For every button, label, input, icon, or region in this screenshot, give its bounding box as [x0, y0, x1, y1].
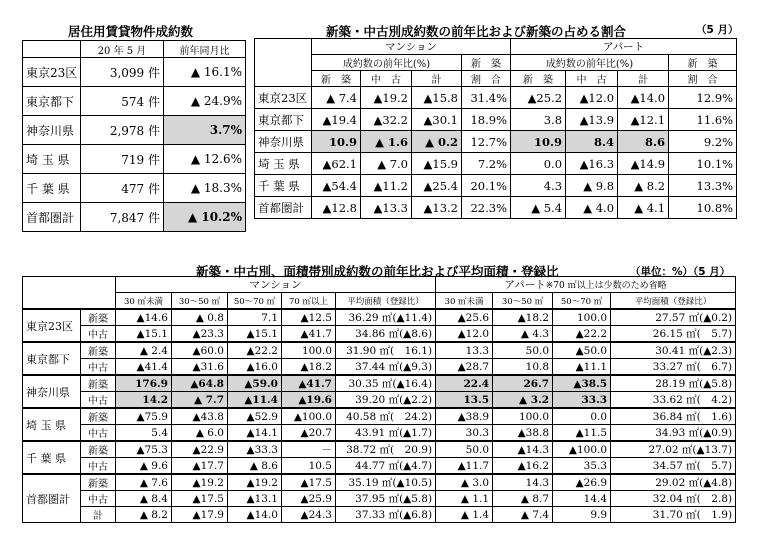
- t3-cell: 5.4: [116, 425, 172, 442]
- t2-cell: ▲12.8: [312, 197, 361, 219]
- t3-cell: 10.8: [493, 359, 553, 376]
- t2-cell: ▲25.2: [511, 87, 566, 109]
- t3-cell: ▲19.2: [228, 474, 282, 491]
- t1-yoy: ▲ 24.9%: [164, 87, 246, 116]
- t3-cell: 176.9: [116, 375, 172, 392]
- table1-title: 居住用賃貸物件成約数: [68, 24, 194, 39]
- t3-cell: ▲22.2: [553, 326, 611, 343]
- t3-cell: 10.5: [282, 458, 336, 475]
- t2-cell: ▲13.2: [412, 197, 462, 219]
- t2-cell: ▲ 5.4: [511, 197, 566, 219]
- t3-cell: 14.3: [493, 474, 553, 491]
- t2-col-total: 計: [412, 71, 462, 87]
- t3-region: 埼 玉 県: [23, 408, 81, 441]
- t3-region: 東京23区: [23, 309, 81, 342]
- t2-cell: ▲54.4: [312, 175, 361, 197]
- t3-col-header: 50～70 ㎡: [553, 293, 611, 310]
- t3-corner: [23, 277, 116, 310]
- t3-cell: ▲33.3: [228, 441, 282, 458]
- t2-cell: 10.9: [312, 131, 361, 153]
- t2-cell: 7.2%: [462, 153, 511, 175]
- t2-cell: ▲ 4.1: [618, 197, 669, 219]
- t2-cell: 12.7%: [462, 131, 511, 153]
- t3-type: 新築: [81, 441, 116, 458]
- t3-cell: 27.02 ㎡(▲13.7): [611, 441, 736, 458]
- t3-cell: 7.1: [228, 309, 282, 326]
- t1-count: 3,099 件: [81, 58, 164, 87]
- t3-col-header: 平均面積（登録比）: [336, 293, 436, 310]
- t3-cell: ▲14.3: [493, 441, 553, 458]
- t3-cell: ▲ 8.7: [493, 491, 553, 507]
- t3-cell: 38.72 ㎡( 20.9): [336, 441, 436, 458]
- t2-cell: ▲ 0.2: [412, 131, 462, 153]
- t3-cell: 43.91 ㎡(▲1.7): [336, 425, 436, 442]
- t3-cell: ▲17.7: [172, 458, 228, 475]
- t2-cell: ▲16.3: [566, 153, 618, 175]
- t3-type: 中古: [81, 458, 116, 475]
- t1-count: 719 件: [81, 145, 164, 174]
- t1-region: 東京23区: [23, 58, 81, 87]
- t1-count: 574 件: [81, 87, 164, 116]
- t3-type: 中古: [81, 425, 116, 442]
- t2-cell: ▲19.4: [312, 109, 361, 131]
- t3-cell: ▲38.8: [493, 425, 553, 442]
- t2-cell: ▲12.0: [566, 87, 618, 109]
- t2-cell: 10.9: [511, 131, 566, 153]
- t2-cell: 9.2%: [669, 131, 737, 153]
- t3-cell: ▲18.2: [282, 359, 336, 376]
- t3-cell: ▲75.3: [116, 441, 172, 458]
- t3-cell: ▲20.7: [282, 425, 336, 442]
- t3-cell: ▲15.1: [116, 326, 172, 343]
- t2-cell: 4.3: [511, 175, 566, 197]
- t3-cell: ▲28.7: [436, 359, 493, 376]
- t3-cell: ▲50.0: [553, 342, 611, 359]
- t2-cell: ▲ 8.2: [618, 175, 669, 197]
- t2-col-new: 新 築: [312, 71, 361, 87]
- t2-col-total: 計: [618, 71, 669, 87]
- t3-cell: 14.2: [116, 392, 172, 409]
- t3-cell: ▲25.9: [282, 491, 336, 507]
- t3-type: 新築: [81, 309, 116, 326]
- t2-region: 埼 玉 県: [255, 153, 312, 175]
- t3-cell: ▲ 7.6: [116, 474, 172, 491]
- t2-col-used: 中 古: [566, 71, 618, 87]
- t2-sub-yoy: 成約数の前年比(%): [312, 55, 462, 71]
- t3-cell: 31.90 ㎡( 16.1): [336, 342, 436, 359]
- t3-cell: ▲18.2: [493, 309, 553, 326]
- t3-cell: 34.57 ㎡( 5.7): [611, 458, 736, 475]
- t2-cell: 13.3%: [669, 175, 737, 197]
- t3-cell: ▲ 2.4: [116, 342, 172, 359]
- t3-cell: ▲17.9: [172, 507, 228, 523]
- t2-share-bottom: 割 合: [669, 71, 737, 87]
- t3-col-header: 30 ㎡未満: [116, 293, 172, 310]
- t3-cell: 32.04 ㎡( 2.8): [611, 491, 736, 507]
- t3-cell: 26.15 ㎡( 5.7): [611, 326, 736, 343]
- t3-cell: 37.33 ㎡(▲6.8): [336, 507, 436, 523]
- t3-group-apart: [436, 277, 736, 293]
- t3-cell: 50.0: [493, 342, 553, 359]
- t3-cell: ▲16.0: [228, 359, 282, 376]
- t1-region: 神奈川県: [23, 116, 81, 145]
- t3-type: 新築: [81, 474, 116, 491]
- t3-cell: ▲ 3.2: [493, 392, 553, 409]
- t2-cell: ▲ 7.0: [361, 153, 412, 175]
- t3-type: 新築: [81, 342, 116, 359]
- t2-group-mansion: マンション: [312, 39, 511, 55]
- t3-cell: 14.4: [553, 491, 611, 507]
- t1-yoy: ▲ 16.1%: [164, 58, 246, 87]
- t2-region: 神奈川県: [255, 131, 312, 153]
- t3-cell: ▲14.1: [228, 425, 282, 442]
- t3-cell: 28.19 ㎡(▲5.8): [611, 375, 736, 392]
- t3-cell: ▲17.5: [282, 474, 336, 491]
- t3-cell: ▲38.9: [436, 408, 493, 425]
- t3-type: 中古: [81, 491, 116, 507]
- t3-apart-note: ※70 ㎡以上は少数のため省略: [545, 281, 667, 291]
- t3-region: 首都圏計: [23, 474, 81, 523]
- t3-cell: ▲15.1: [228, 326, 282, 343]
- t3-cell: －: [282, 441, 336, 458]
- t2-cell: ▲62.1: [312, 153, 361, 175]
- t3-cell: ▲24.3: [282, 507, 336, 523]
- t3-cell: 33.27 ㎡( 6.7): [611, 359, 736, 376]
- t1-corner: [23, 41, 81, 58]
- area-band-table: [22, 276, 736, 523]
- t3-cell: 100.0: [282, 342, 336, 359]
- t3-cell: ▲19.2: [172, 474, 228, 491]
- t2-share-top: 新 築: [462, 55, 511, 71]
- t3-cell: ▲ 3.0: [436, 474, 493, 491]
- t3-cell: 33.3: [553, 392, 611, 409]
- t2-cell: 10.1%: [669, 153, 737, 175]
- t2-cell: ▲12.1: [618, 109, 669, 131]
- t3-cell: 35.19 ㎡(▲10.5): [336, 474, 436, 491]
- t3-col-header: 平均面積（登録比）: [611, 293, 736, 310]
- t2-cell: 20.1%: [462, 175, 511, 197]
- t3-cell: ▲ 9.6: [116, 458, 172, 475]
- t2-sub-yoy: 成約数の前年比(%): [511, 55, 669, 71]
- t3-cell: ▲60.0: [172, 342, 228, 359]
- t3-cell: 33.62 ㎡( 4.2): [611, 392, 736, 409]
- t3-cell: 13.3: [436, 342, 493, 359]
- t2-cell: ▲14.0: [618, 87, 669, 109]
- t3-cell: 31.70 ㎡( 1.9): [611, 507, 736, 523]
- t3-cell: ▲59.0: [228, 375, 282, 392]
- t3-cell: ▲12.0: [436, 326, 493, 343]
- t3-cell: 100.0: [493, 408, 553, 425]
- t3-cell: ▲11.5: [553, 425, 611, 442]
- t3-cell: ▲38.5: [553, 375, 611, 392]
- t3-cell: ▲ 8.2: [116, 507, 172, 523]
- t3-cell: 30.35 ㎡(▲16.4): [336, 375, 436, 392]
- t3-cell: ▲25.6: [436, 309, 493, 326]
- t3-col-header: 30～50 ㎡: [172, 293, 228, 310]
- t2-cell: 8.4: [566, 131, 618, 153]
- t3-cell: 9.9: [553, 507, 611, 523]
- t2-cell: ▲32.2: [361, 109, 412, 131]
- t3-col-header: 70 ㎡以上: [282, 293, 336, 310]
- t2-cell: ▲15.8: [412, 87, 462, 109]
- t3-region: 千 葉 県: [23, 441, 81, 474]
- t3-cell: 26.7: [493, 375, 553, 392]
- t3-cell: ▲41.7: [282, 326, 336, 343]
- t1-count: 477 件: [81, 174, 164, 203]
- t3-group-mansion: マンション: [116, 277, 436, 293]
- t3-cell: 44.77 ㎡(▲4.7): [336, 458, 436, 475]
- t2-cell: ▲13.3: [361, 197, 412, 219]
- t3-cell: ▲ 7.4: [493, 507, 553, 523]
- rental-contracts-table: [22, 40, 246, 232]
- t3-cell: ▲100.0: [553, 441, 611, 458]
- t2-cell: ▲ 4.0: [566, 197, 618, 219]
- t3-col-header: 30 ㎡未満: [436, 293, 493, 310]
- table2-title: 新築・中古別成約数の前年比および新築の占める割合: [326, 24, 627, 39]
- t3-cell: 30.41 ㎡(▲2.3): [611, 342, 736, 359]
- t2-region: 首都圏計: [255, 197, 312, 219]
- t3-type: 中古: [81, 392, 116, 409]
- t2-col-new: 新 築: [511, 71, 566, 87]
- t3-cell: ▲19.6: [282, 392, 336, 409]
- t2-cell: ▲13.9: [566, 109, 618, 131]
- t3-cell: ▲ 4.3: [493, 326, 553, 343]
- t3-cell: ▲31.6: [172, 359, 228, 376]
- t2-cell: 11.6%: [669, 109, 737, 131]
- t2-region: 東京23区: [255, 87, 312, 109]
- t3-cell: 37.95 ㎡(▲5.8): [336, 491, 436, 507]
- t2-cell: ▲14.9: [618, 153, 669, 175]
- t2-cell: ▲25.4: [412, 175, 462, 197]
- t3-cell: 40.58 ㎡( 24.2): [336, 408, 436, 425]
- t1-yoy: 3.7%: [164, 116, 246, 145]
- t3-cell: 50.0: [436, 441, 493, 458]
- t3-cell: ▲64.8: [172, 375, 228, 392]
- t2-cell: 31.4%: [462, 87, 511, 109]
- t3-cell: 36.84 ㎡( 1.6): [611, 408, 736, 425]
- t3-cell: 36.29 ㎡(▲11.4): [336, 309, 436, 326]
- t3-cell: ▲100.0: [282, 408, 336, 425]
- t3-cell: ▲75.9: [116, 408, 172, 425]
- t1-region: 埼 玉 県: [23, 145, 81, 174]
- t3-cell: 39.20 ㎡(▲2.2): [336, 392, 436, 409]
- t3-cell: ▲ 8.6: [228, 458, 282, 475]
- t2-cell: 10.8%: [669, 197, 737, 219]
- t3-cell: 34.93 ㎡(▲0.9): [611, 425, 736, 442]
- t3-cell: 13.5: [436, 392, 493, 409]
- t3-cell: 34.86 ㎡(▲8.6): [336, 326, 436, 343]
- t1-count: 7,847 件: [81, 203, 164, 232]
- t3-type: 新築: [81, 375, 116, 392]
- t2-cell: ▲ 7.4: [312, 87, 361, 109]
- t2-cell: 0.0: [511, 153, 566, 175]
- t3-cell: ▲ 6.0: [172, 425, 228, 442]
- t3-cell: ▲11.1: [553, 359, 611, 376]
- t2-corner: [255, 39, 312, 87]
- t2-cell: ▲11.2: [361, 175, 412, 197]
- t1-yoy: ▲ 10.2%: [164, 203, 246, 232]
- t3-cell: ▲22.2: [228, 342, 282, 359]
- t1-header-yoy: 前年同月比: [164, 41, 246, 58]
- t2-region: 千 葉 県: [255, 175, 312, 197]
- t3-cell: 29.02 ㎡(▲4.8): [611, 474, 736, 491]
- table3-title: 新築・中古別、面積帯別成約数の前年比および平均面積・登録比: [196, 264, 559, 279]
- t2-cell: ▲ 9.8: [566, 175, 618, 197]
- t2-share-bottom: 割 合: [462, 71, 511, 87]
- t3-cell: ▲ 7.7: [172, 392, 228, 409]
- t3-cell: 27.57 ㎡(▲0.2): [611, 309, 736, 326]
- t3-cell: ▲11.4: [228, 392, 282, 409]
- t3-cell: ▲41.7: [282, 375, 336, 392]
- t2-cell: 12.9%: [669, 87, 737, 109]
- t2-cell: ▲19.2: [361, 87, 412, 109]
- t2-cell: 8.6: [618, 131, 669, 153]
- t3-cell: ▲ 1.4: [436, 507, 493, 523]
- t2-group-apart: アパート: [511, 39, 737, 55]
- t3-col-header: 50～70 ㎡: [228, 293, 282, 310]
- t3-cell: ▲16.2: [493, 458, 553, 475]
- t3-cell: ▲ 8.4: [116, 491, 172, 507]
- t1-region: 首都圏計: [23, 203, 81, 232]
- table2-month: （5 月）: [696, 24, 739, 36]
- t3-cell: ▲12.5: [282, 309, 336, 326]
- t2-share-top: 新 築: [669, 55, 737, 71]
- table3-unit: （単位：%）（5 月）: [630, 266, 731, 278]
- t3-cell: 37.44 ㎡(▲9.3): [336, 359, 436, 376]
- t3-cell: ▲13.1: [228, 491, 282, 507]
- t3-region: 東京都下: [23, 342, 81, 375]
- t3-group-apart-label: アパート: [504, 279, 546, 291]
- t1-count: 2,978 件: [81, 116, 164, 145]
- t1-header-month: 20 年 5 月: [81, 41, 164, 58]
- t3-type: 新築: [81, 408, 116, 425]
- t1-region: 千 葉 県: [23, 174, 81, 203]
- t2-cell: 22.3%: [462, 197, 511, 219]
- t3-cell: ▲41.4: [116, 359, 172, 376]
- t3-type: 中古: [81, 359, 116, 376]
- t3-cell: ▲ 1.1: [436, 491, 493, 507]
- t2-cell: ▲15.9: [412, 153, 462, 175]
- t3-cell: ▲14.0: [228, 507, 282, 523]
- t3-cell: ▲11.7: [436, 458, 493, 475]
- t2-cell: ▲30.1: [412, 109, 462, 131]
- t3-col-header: 30～50 ㎡: [493, 293, 553, 310]
- t3-type: 計: [81, 507, 116, 523]
- t1-region: 東京都下: [23, 87, 81, 116]
- t2-cell: 18.9%: [462, 109, 511, 131]
- t3-cell: ▲52.9: [228, 408, 282, 425]
- t3-cell: ▲26.9: [553, 474, 611, 491]
- t3-type: 中古: [81, 326, 116, 343]
- t3-cell: ▲22.9: [172, 441, 228, 458]
- t3-cell: 35.3: [553, 458, 611, 475]
- t2-cell: ▲ 1.6: [361, 131, 412, 153]
- t1-yoy: ▲ 12.6%: [164, 145, 246, 174]
- t3-cell: ▲17.5: [172, 491, 228, 507]
- t3-cell: 0.0: [553, 408, 611, 425]
- t3-cell: ▲14.6: [116, 309, 172, 326]
- t1-yoy: ▲ 18.3%: [164, 174, 246, 203]
- t3-cell: ▲43.8: [172, 408, 228, 425]
- t2-cell: 3.8: [511, 109, 566, 131]
- t3-cell: 30.3: [436, 425, 493, 442]
- t3-cell: ▲23.3: [172, 326, 228, 343]
- t3-cell: 100.0: [553, 309, 611, 326]
- t3-cell: 22.4: [436, 375, 493, 392]
- new-used-contracts-table: [254, 38, 737, 219]
- t2-col-used: 中 古: [361, 71, 412, 87]
- t3-region: 神奈川県: [23, 375, 81, 408]
- t2-region: 東京都下: [255, 109, 312, 131]
- t3-cell: ▲ 0.8: [172, 309, 228, 326]
